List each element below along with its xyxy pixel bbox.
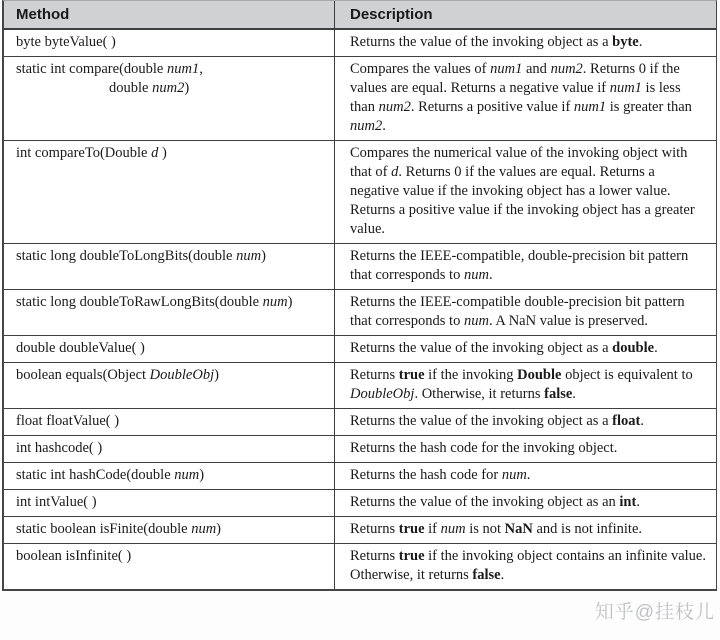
text-segment: . — [382, 118, 386, 134]
text-segment: num — [501, 467, 527, 483]
text-segment: static boolean isFinite(double — [16, 521, 192, 537]
text-segment: . — [526, 467, 531, 483]
description-cell — [334, 57, 716, 140]
text-segment: . — [572, 386, 576, 402]
text-segment: . Otherwise, it returns — [414, 386, 545, 402]
method-column-header: Method — [16, 6, 70, 23]
description-cell — [334, 463, 716, 489]
table-row — [4, 30, 716, 56]
text-segment: , — [199, 61, 203, 77]
text-segment: if the invoking object contains an infinite value. Otherwise, it returns — [350, 548, 706, 583]
table-row — [4, 362, 716, 408]
text-segment: num2 — [152, 80, 185, 96]
text-segment: Returns — [350, 521, 399, 537]
method-cell — [4, 336, 334, 362]
text-segment: ) — [287, 294, 293, 310]
text-segment: is not — [465, 521, 505, 537]
description-cell — [334, 244, 716, 289]
text-segment: static int compare(double — [16, 61, 167, 77]
text-segment: int — [619, 494, 637, 510]
text-segment: Returns the hash code for — [350, 467, 502, 483]
table-row — [4, 289, 716, 335]
text-segment: num — [463, 267, 489, 283]
text-segment: true — [398, 367, 425, 383]
table-row — [4, 408, 716, 435]
text-segment: Returns the value of the invoking object as a — [350, 413, 613, 429]
table-row — [4, 543, 716, 589]
text-segment: if the invoking — [424, 367, 518, 383]
text-segment: ) — [216, 521, 222, 537]
text-segment: false — [544, 386, 573, 402]
description-cell — [334, 490, 716, 516]
text-segment: num1 — [573, 99, 607, 115]
text-segment: DoubleObj — [149, 367, 215, 383]
method-cell — [4, 57, 334, 140]
description-cell — [334, 517, 716, 543]
table-row — [4, 462, 716, 489]
text-segment: int hashcode( ) — [16, 440, 103, 456]
text-segment: Returns the value of the invoking object as a — [350, 340, 613, 356]
text-segment: boolean isInfinite( ) — [16, 548, 132, 564]
text-segment: . Returns 0 if the values are equal. Returns a negative value if the invoking object has a lower value. Returns a positive value if the invoking object has a greater value. — [350, 164, 695, 237]
text-segment: Returns the hash code for the invoking object. — [350, 440, 618, 456]
text-segment: if — [424, 521, 441, 537]
text-segment: num — [174, 467, 200, 483]
text-segment: Returns — [350, 548, 399, 564]
table-header-row — [4, 1, 716, 30]
text-segment: NaN — [504, 521, 533, 537]
table-body — [4, 30, 716, 589]
text-segment: ) — [261, 248, 266, 264]
method-cell — [4, 30, 334, 56]
table-row — [4, 516, 716, 543]
text-segment: false — [472, 567, 501, 583]
text-segment: num1 — [490, 61, 523, 77]
method-cell — [4, 436, 334, 462]
text-segment: ) — [199, 467, 205, 483]
table-row — [4, 335, 716, 362]
text-segment: . — [500, 567, 505, 583]
text-segment: . — [636, 494, 640, 510]
description-cell — [334, 436, 716, 462]
description-cell — [334, 141, 716, 243]
text-segment: Compares the numerical value of the invoking object with that of — [350, 145, 688, 180]
method-cell — [4, 363, 334, 408]
text-segment: true — [398, 521, 425, 537]
method-cell — [4, 244, 334, 289]
text-segment: . A NaN value is preserved. — [488, 313, 649, 329]
description-cell — [334, 544, 716, 589]
text-segment: int intValue( ) — [16, 494, 97, 510]
text-segment: Double — [517, 367, 562, 383]
text-segment: num — [191, 521, 217, 537]
text-segment: . — [638, 34, 643, 50]
text-segment: . Returns a positive value if — [410, 99, 574, 115]
text-segment: ) — [184, 80, 190, 96]
text-segment: object is equivalent to — [561, 367, 693, 383]
text-segment: static long doubleToLongBits(double — [16, 248, 237, 264]
text-segment: num — [262, 294, 288, 310]
watermark: 知乎@挂枝儿 — [594, 602, 715, 623]
table-row — [4, 435, 716, 462]
text-segment: Returns the IEEE-compatible double-precision bit pattern that corresponds to — [350, 294, 685, 329]
description-cell — [334, 30, 716, 56]
table-row — [4, 140, 716, 243]
method-table — [2, 0, 717, 591]
method-cell — [4, 517, 334, 543]
text-segment: float floatValue( ) — [16, 413, 120, 429]
description-cell — [334, 336, 716, 362]
method-cell — [4, 290, 334, 335]
text-segment: byte byteValue( ) — [16, 34, 116, 50]
text-segment: num — [463, 313, 489, 329]
method-cell — [4, 490, 334, 516]
text-segment: DoubleObj — [350, 386, 415, 402]
text-segment: . — [654, 340, 658, 356]
text-segment: num — [440, 521, 466, 537]
method-cell — [4, 544, 334, 589]
text-segment: byte — [612, 34, 639, 50]
text-segment: ) — [158, 145, 167, 161]
text-segment: static long doubleToRawLongBits(double — [16, 294, 263, 310]
method-cell — [4, 141, 334, 243]
method-cell — [4, 463, 334, 489]
table-row — [4, 489, 716, 516]
text-segment: Compares the values of — [350, 61, 491, 77]
text-segment: d — [151, 145, 159, 161]
text-segment: static int hashCode(double — [16, 467, 175, 483]
text-segment: . Returns 0 if the values are equal. Returns a negative value if — [350, 61, 680, 96]
text-segment: . — [488, 267, 493, 283]
description-cell — [334, 363, 716, 408]
text-segment: num2 — [550, 61, 583, 77]
text-segment: . — [640, 413, 644, 429]
text-segment: Returns the IEEE-compatible, double-precision bit pattern that corresponds to — [350, 248, 689, 283]
text-segment: Returns the value of the invoking object as an — [350, 494, 620, 510]
text-segment: double — [109, 80, 153, 96]
text-segment: num — [236, 248, 262, 264]
text-segment: boolean equals(Object — [16, 367, 150, 383]
text-segment: is greater than — [606, 99, 692, 115]
table-row — [4, 56, 716, 140]
table-row — [4, 243, 716, 289]
text-segment: float — [612, 413, 641, 429]
text-segment: num2 — [350, 118, 383, 134]
description-cell — [334, 409, 716, 435]
text-segment: and — [522, 61, 551, 77]
text-segment: Returns — [350, 367, 399, 383]
text-segment: is less than — [350, 80, 681, 115]
text-segment: num2 — [378, 99, 411, 115]
text-segment: and is not infinite. — [532, 521, 643, 537]
text-segment: double — [612, 340, 655, 356]
text-segment: ) — [214, 367, 219, 383]
text-segment: Returns the value of the invoking object as a — [350, 34, 613, 50]
text-segment: num1 — [167, 61, 200, 77]
text-segment: d — [391, 164, 399, 180]
text-segment: true — [398, 548, 425, 564]
description-cell — [334, 290, 716, 335]
method-cell — [4, 409, 334, 435]
text-segment: num1 — [609, 80, 642, 96]
text-segment: double doubleValue( ) — [16, 340, 145, 356]
description-column-header: Description — [334, 1, 716, 28]
text-segment: int compareTo(Double — [16, 145, 152, 161]
